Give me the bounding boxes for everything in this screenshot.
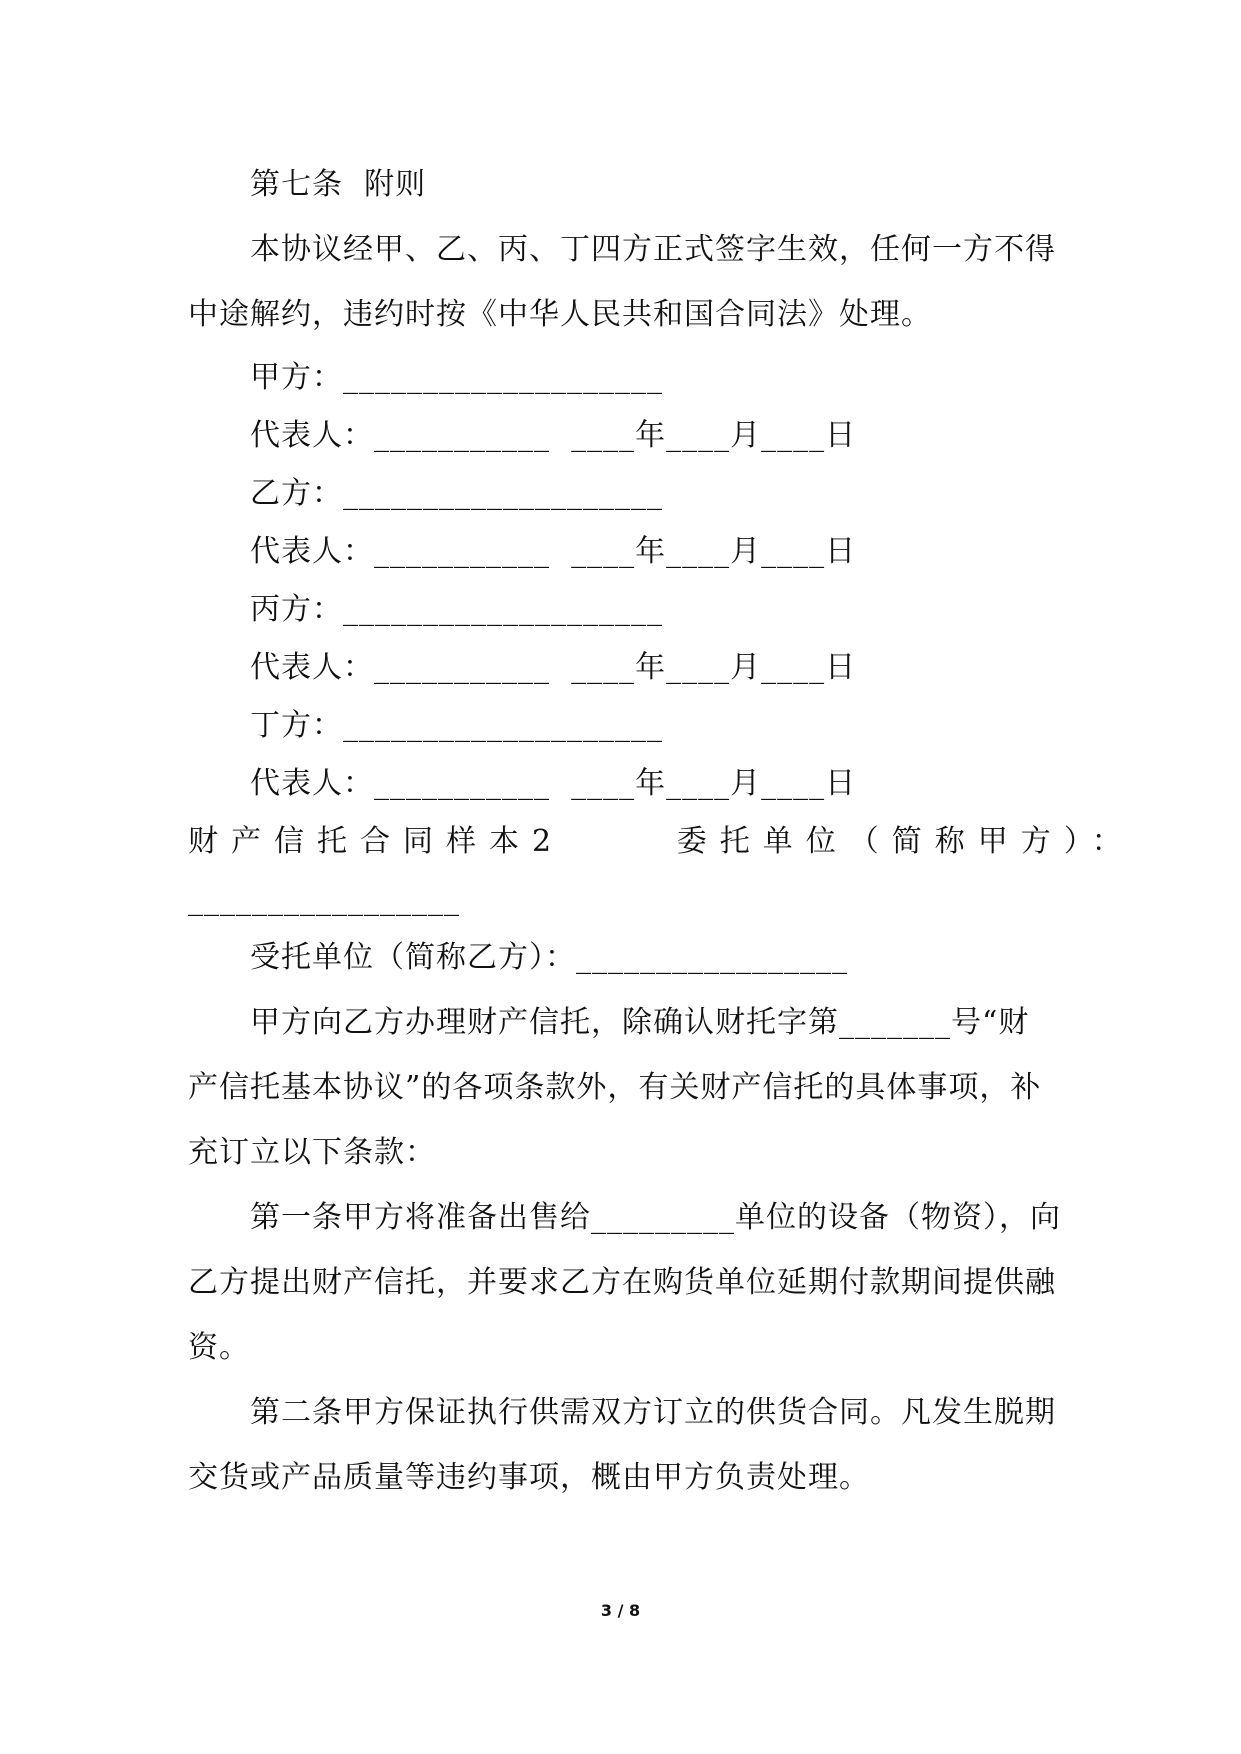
- paragraph-line: 交货或产品质量等违约事项，概由甲方负责处理。: [188, 1460, 870, 1495]
- page-number: 3 / 8: [600, 1601, 641, 1620]
- paragraph-line: 本协议经甲、乙、丙、丁四方正式签字生效，任何一方不得: [250, 232, 1056, 267]
- signature-party-b: 乙方：____________________: [250, 476, 663, 511]
- signature-representative-b: 代表人：___________ ____年____月____日: [250, 534, 857, 569]
- signature-representative-d: 代表人：___________ ____年____月____日: [250, 766, 857, 801]
- blank-line: _________________: [188, 882, 460, 917]
- paragraph-line: 乙方提出财产信托，并要求乙方在购货单位延期付款期间提供融: [188, 1265, 1056, 1300]
- article-heading: 第七条 附则: [250, 167, 427, 202]
- article-one-line: 第一条甲方将准备出售给_________单位的设备（物资），向: [250, 1200, 1061, 1235]
- paragraph-line: 资。: [188, 1330, 250, 1365]
- paragraph-line: 产信托基本协议”的各项条款外，有关财产信托的具体事项，补: [188, 1070, 1042, 1105]
- signature-representative-c: 代表人：___________ ____年____月____日: [250, 650, 857, 685]
- section-title-line: 财产信托合同样本2 委托单位（简称甲方）：: [188, 824, 1135, 859]
- paragraph-line: 充订立以下条款：: [188, 1135, 436, 1170]
- paragraph-line: 甲方向乙方办理财产信托，除确认财托字第_______号“财: [250, 1005, 1030, 1040]
- article-two-line: 第二条甲方保证执行供需双方订立的供货合同。凡发生脱期: [250, 1395, 1056, 1430]
- paragraph-line: 中途解约，违约时按《中华人民共和国合同法》处理。: [188, 297, 932, 332]
- signature-party-c: 丙方：____________________: [250, 592, 663, 627]
- signature-party-a: 甲方：____________________: [250, 360, 663, 395]
- trustee-line: 受托单位（简称乙方）：_________________: [250, 940, 848, 975]
- signature-party-d: 丁方：____________________: [250, 708, 663, 743]
- signature-representative-a: 代表人：___________ ____年____月____日: [250, 418, 857, 453]
